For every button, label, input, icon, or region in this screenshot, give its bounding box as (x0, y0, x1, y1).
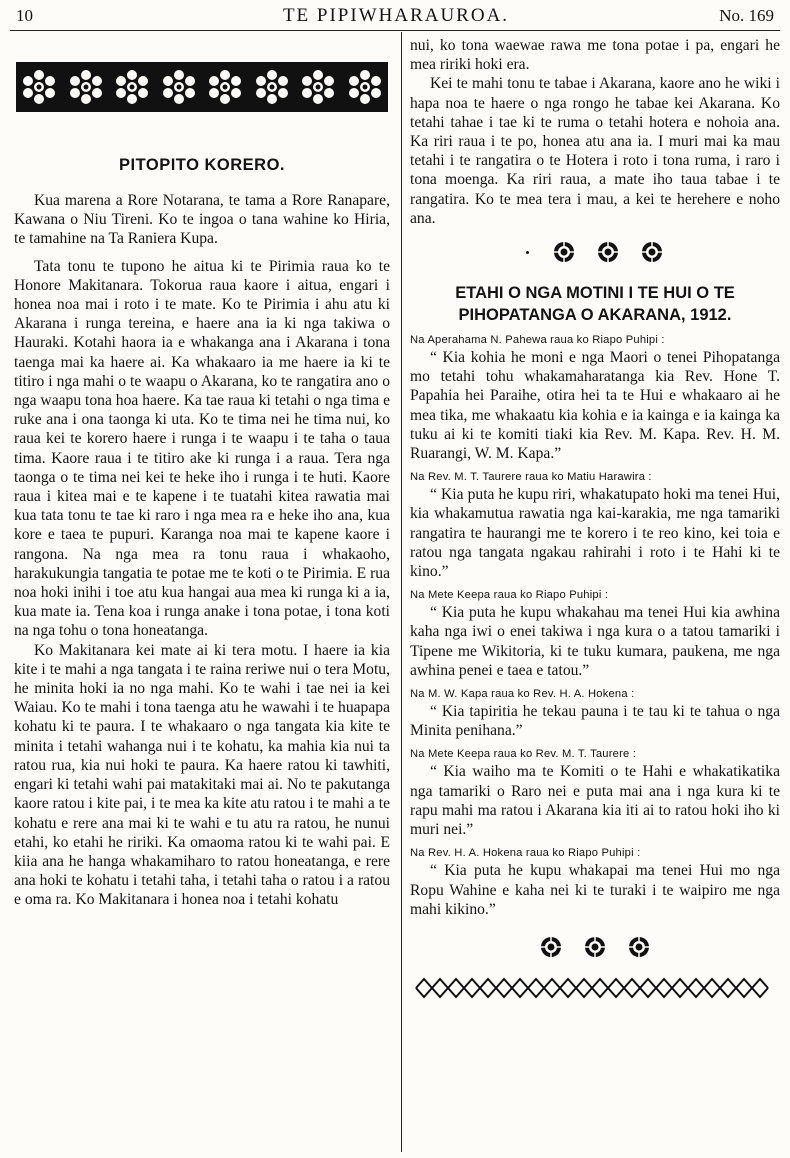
left-column (14, 62, 390, 910)
issue-number: No. 169 (719, 6, 774, 25)
section-title-motions: ETAHI O NGA MOTINI I TE HUI O TE PIHOPATANGA O AKARANA, 1912. (455, 284, 735, 325)
dot-ornament (526, 251, 529, 254)
motion-heading: Na M. W. Kapa raua ko Rev. H. A. Hokena : (410, 688, 635, 701)
motion-heading: Na Mete Keepa raua ko Rev. M. T. Taurere : (410, 748, 637, 761)
zigzag-border (410, 975, 776, 1001)
motion-text: “ Kia tapiritia he tekau pauna i te tau ki te tahua o nga Minita penihana.” (410, 703, 780, 740)
rosette-icon (16, 66, 62, 108)
motion-text: “ Kia waiho ma te Komiti o te Hahi e whakatikatika nga tamariki o Raro nei e puta mai ana i nga kura ki te rapu mahi ma ratou i Akarana kia iti ai to ratou hoki iho ki muri nei.” (410, 763, 780, 839)
section-title-news: PITOPITO KORERO. (119, 156, 285, 174)
article-paragraph: Tata tonu te tupono he aitua ki te Pirimia raua ko te Honore Makitanara. Tokorua raua kaore i aitua, engari i honea noa mai i roto i te mate. Ko te Pirimia i ahu atu ki Akarana i runga tereina, e haere ana ia ki nga takiwa o Hauraki. Kotahi haora ia e whakanga ana i Akarana i tona taenga mai ka haere ai. Ka whakaaro ia me haere ia ki te titiro i nga mahi o te waapu o Akarana, ko te rangatira ano o nga waapu tona hoa haere. Ka tae raua ki tetahi o nga tima e ruke ana i ona taonga ki uta. Ko te tima nei he tima nui, ko raua kei te korero haere i runga i te waapu i te taha o taua tima. Kaore raua i te titiro ake ki runga i a raua. Tera nga taonga o te tima nei kei te heke iho i runga i te huti. Kaore raua i kitea mai e te kapene i te tuatahi kitea rawatia mai kua tata tonu te tae ki raro i nga mea ra e heke iho ana, kua kore e taea te pupuri. Karanga noa mai te kapene kaore i rangona. Na nga mea ra tonu raua i whakaoho, harakukungia tangatia te potae me te koti o te Pirimia. E rua noa hoki inihi i toe atu kua hangai aua mea ki runga ki a ia, kua mate ia. Tena koa i runga anake i tona potae, i tona koti na nga tohu o tona honeatanga. (14, 257, 390, 640)
flower-icon (551, 240, 577, 264)
motion-text: “ Kia puta he kupu whakahau ma tenei Hui kia awhina kaha nga iwi o enei takiwa i nga kura o a tatou tamariki i Tipene me Wikitoria, ki te tuku kumara, paukena, me nga awhina penei e taea e tatou.” (410, 604, 780, 679)
motion-heading: Na Aperahama N. Pahewa raua ko Riapo Puhipi : (410, 334, 665, 347)
flower-icon (582, 935, 608, 959)
flower-icon (595, 240, 621, 264)
flower-ornament-row (410, 240, 780, 264)
motion-heading: Na Mete Keepa raua ko Riapo Puhipi : (410, 589, 609, 602)
rosette-icon (63, 66, 109, 108)
flower-icon (538, 935, 564, 959)
page-header (12, 4, 780, 30)
motion-text: “ Kia kohia he moni e nga Maori o tenei Pihopatanga mo tetahi tohu whakamaharatanga kia Rev. Hone T. Papahia hei Paraihe, otira hei ta te Hui e whakaaro ai he mea tika, me whakaatu kia kohia e ia kainga e ia kainga ka tuku ai ki te komiti tiaki kia Rev. M. Kapa. Rev. H. M. Ruarangi, W. M. Kapa.” (410, 349, 780, 463)
continuation-paragraph: nui, ko tona waewae rawa me tona potae i pa, engari he mea ririki hoki era. (410, 37, 780, 74)
rosette-icon (109, 66, 155, 108)
article-paragraph: Ko Makitanara kei mate ai ki tera motu. I haere ia kia kite i te mahi a nga tangata i te raina reriwe nui o tera Motu, he minita hoki ia no nga mahi. Ko te wahi i tae nei ia kei Waiau. Ko te mahi i tona taenga atu he wawahi i te huapapa kohatu ki te paura. I te whakaaro o nga tangata kia kite te minita i tetahi wahanga nui i te kohatu, ka mahia kia nui ta ratou rua, kia nui hoki te paura. Ka haere ratou ki tawhiti, engari ki tetahi wahi pai matakitaki mai ai. No te pakutanga kaore ratou i kite pai, i te mea ka kite atu ratou i te mahi a te kohatu e rere ana mai ki te wahi e tu atu ra ratou, he nunui etahi, ko etahi he ririki. Ka omaoma ratou ki te wahi pai. E kiia ana he hanga whakamiharo to ratou honeatanga, e rere ana hoki te kohatu i tetahi taha, i tetahi taha o ratou i a ratou e oma ra. Ko Makitanara i honea noa i tetahi kohatu (14, 641, 390, 909)
continuation-paragraph: Kei te mahi tonu te tabae i Akarana, kaore ano he wiki i hapa noa te haere o nga rongo he tabae kei Akarana. Ko tetahi tahae i tae ki te ruma o tetahi hotera e nohoia ana. Ka riri raua i te po, honea atu ana ia. I muri mai ka mau tetahi i te rangatira o te Hotera i roto i tona ruma, i raro i tona moenga. Ka riri raua, a mate iho taua tabae i te rangatira. Ko te mea tera i mau, a kei te herehere e noho ana. (410, 75, 780, 227)
ornament-band (16, 62, 388, 112)
column-divider (401, 32, 402, 1152)
motion-heading: Na Rev. H. A. Hokena raua ko Riapo Puhipi : (410, 847, 641, 860)
newspaper-title: TE PIPIWHARAUROA. (282, 5, 510, 26)
page-number: 10 (16, 6, 33, 25)
motion-text: “ Kia puta he kupu whakapai ma tenei Hui mo nga Ropu Wahine e kaha nei ki te turaki i te waipiro me nga mahi kikino.” (410, 862, 780, 918)
article-paragraph: Kua marena a Rore Notarana, te tama a Rore Ranapare, Kawana o Niu Tireni. Ko te ingoa o tana wahine ko Hiria, te tamahine na Ta Raniera Kupa. (14, 192, 390, 248)
flower-ornament-row (410, 935, 780, 959)
rosette-icon (249, 66, 295, 108)
motion-heading: Na Rev. M. T. Taurere raua ko Matiu Harawira : (410, 471, 652, 484)
rosette-icon (156, 66, 202, 108)
right-column (410, 36, 780, 1006)
flower-icon (626, 935, 652, 959)
rosette-icon (295, 66, 341, 108)
flower-icon (639, 240, 665, 264)
rosette-icon (342, 66, 388, 108)
header-rule (10, 30, 780, 31)
rosette-icon (202, 66, 248, 108)
motion-text: “ Kia puta he kupu riri, whakatupato hoki ma tenei Hui, kia whakamutua rawatia nga kai-karakia, me nga tamariki rangatira te haurangi me te korero i te reo kino, kei toia e ratou nga tangata ngakau rahirahi i roto i te Hahi ki te kino.” (410, 486, 780, 581)
